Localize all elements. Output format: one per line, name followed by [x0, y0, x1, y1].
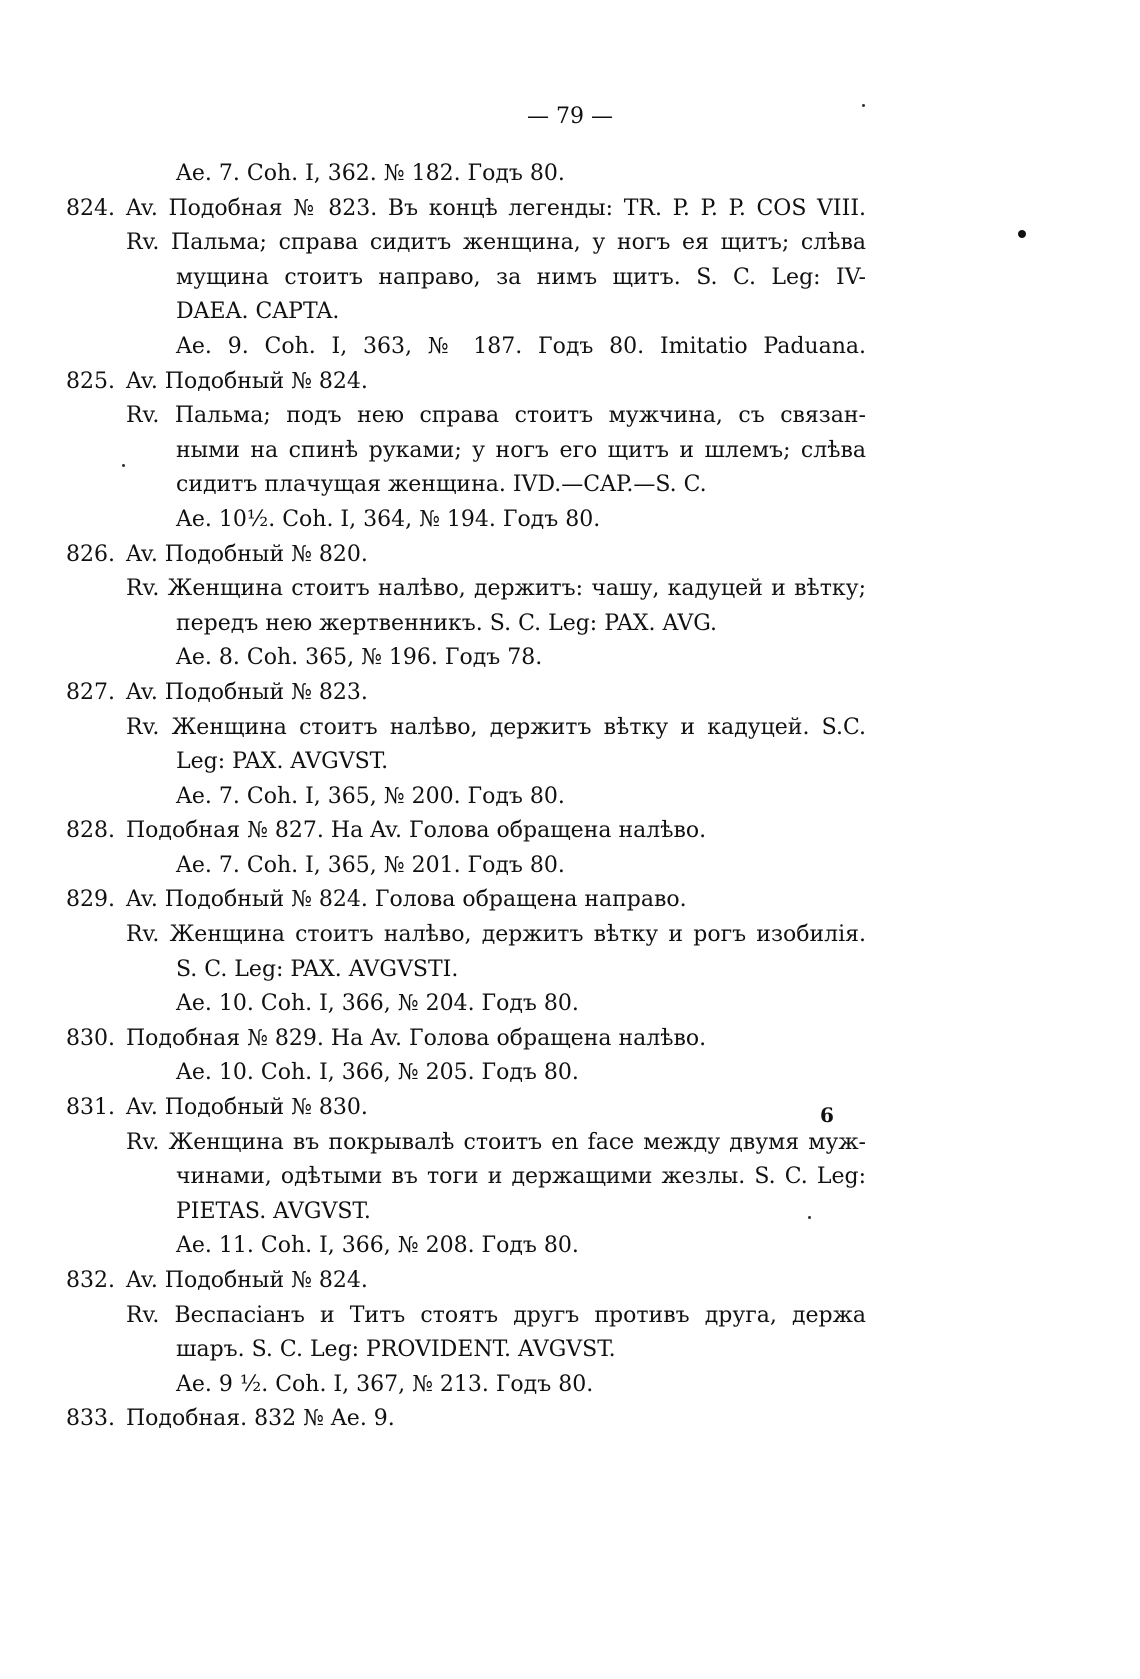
entry-text: мущина стоитъ направо, за нимъ щитъ. S. C. Leg: IV-: [176, 264, 866, 290]
entry-line: [66, 399, 866, 434]
entry-text: Av. Подобная № 823. Въ концѣ легенды: TR. P. P. P. COS VIII.: [126, 195, 866, 221]
entry-number: 827.: [66, 679, 115, 705]
entry-line: [66, 468, 866, 503]
entry-line-numbered: [66, 676, 866, 711]
entry-line: [66, 607, 866, 642]
entry-line-numbered: [66, 538, 866, 573]
entry-line: [66, 572, 866, 607]
entry-line-numbered: [66, 365, 866, 400]
entry-line: [66, 711, 866, 746]
entry-number: 826.: [66, 541, 115, 567]
entry-number: 824.: [66, 195, 115, 221]
entry-number: 825.: [66, 368, 115, 394]
entry-line: [66, 849, 866, 884]
entry-line-numbered: [66, 1264, 866, 1299]
entry-line: [66, 918, 866, 953]
entry-line: [66, 780, 866, 815]
entry-text: передъ нею жертвенникъ. S. C. Leg: PAX. AVG.: [176, 610, 717, 636]
entry-line: [66, 226, 866, 261]
entry-line-numbered: [66, 1402, 866, 1437]
entry-number: 828.: [66, 818, 115, 844]
entry-text: Rv. Женщина стоитъ налѣво, держитъ: чашу, кадуцей и вѣтку;: [126, 576, 866, 602]
entry-text: Ae. 7. Coh. I, 365, № 200. Годъ 80.: [176, 783, 565, 809]
entry-line-numbered: [66, 1091, 866, 1126]
entry-text: ными на спинѣ руками; у ногъ его щитъ и шлемъ; слѣва: [176, 437, 866, 463]
entry-text: Rv. Женщина въ покрывалѣ стоитъ en face между двумя муж-: [126, 1129, 866, 1155]
entry-text: PIETAS. AVGVST.: [176, 1198, 371, 1224]
entry-line-numbered: [66, 814, 866, 849]
catalog-entries: [66, 157, 866, 1437]
entry-text: Rv. Веспасіанъ и Титъ стоятъ другъ противъ друга, держа: [126, 1302, 866, 1328]
entry-line-numbered: [66, 192, 866, 227]
scan-speck: [122, 464, 125, 467]
entry-line: [66, 1299, 866, 1334]
entry-text: Rv. Пальма; справа сидитъ женщина, у ногъ ея щитъ; слѣва: [126, 230, 866, 256]
entry-text: шаръ. S. C. Leg: PROVIDENT. AVGVST.: [176, 1337, 616, 1363]
entry-text: Av. Подобный № 824.: [126, 1268, 368, 1293]
entry-text: Ae. 11. Coh. I, 366, № 208. Годъ 80.: [176, 1233, 579, 1259]
entry-line: [66, 261, 866, 296]
entry-text: Ae. 9. Coh. I, 363, № 187. Годъ 80. Imitatio Paduana.: [176, 333, 866, 359]
entry-text: Av. Подобный № 820.: [126, 541, 368, 567]
entry-text: DAEA. CAPTA.: [176, 299, 340, 325]
entry-line: [66, 1126, 866, 1161]
entry-line: [66, 1229, 866, 1264]
entry-text: Av. Подобный № 824. Голова обращена направо.: [126, 887, 687, 913]
entry-text: сидитъ плачущая женщина. IVD.—CAP.—S. C.: [176, 472, 707, 498]
entry-line: [66, 1160, 866, 1195]
entry-line: [66, 295, 866, 330]
entry-text: Ae. 10½. Coh. I, 364, № 194. Годъ 80.: [176, 506, 601, 532]
entry-text: Ae. 7. Coh. I, 362. № 182. Годъ 80.: [176, 161, 565, 186]
entry-line: [66, 503, 866, 538]
entry-text: Av. Подобный № 824.: [126, 368, 368, 394]
entry-text: Rv. Женщина стоитъ налѣво, держитъ вѣтку и рогъ изобилія.: [126, 922, 866, 948]
entry-text: Подобная № 827. На Av. Голова обращена налѣво.: [126, 818, 707, 844]
entry-line: [66, 157, 866, 192]
entry-number: 830.: [66, 1025, 115, 1051]
page-number: — 79 —: [527, 104, 613, 129]
entry-text: Rv. Пальма; подъ нею справа стоитъ мужчина, съ связан-: [126, 403, 866, 429]
entry-line-numbered: [66, 883, 866, 918]
entry-line: [66, 1195, 866, 1230]
signature-mark: 6: [820, 1103, 834, 1127]
entry-number: 832.: [66, 1268, 115, 1293]
entry-line: [66, 330, 866, 365]
entry-line: [66, 987, 866, 1022]
entry-text: Rv. Женщина стоитъ налѣво, держитъ вѣтку и кадуцей. S.C.: [126, 714, 866, 740]
scan-speck: [862, 104, 865, 107]
entry-line: [66, 1333, 866, 1368]
entry-text: Ae. 8. Coh. 365, № 196. Годъ 78.: [176, 645, 543, 671]
entry-text: Av. Подобный № 823.: [126, 679, 368, 705]
entry-number: 833.: [66, 1406, 115, 1432]
entry-text: чинами, одѣтыми въ тоги и держащими жезлы. S. C. Leg:: [176, 1164, 866, 1190]
entry-line: [66, 1368, 866, 1403]
entry-line-numbered: [66, 1022, 866, 1057]
entry-text: Leg: PAX. AVGVST.: [176, 749, 389, 775]
entry-text: Ae. 7. Coh. I, 365, № 201. Годъ 80.: [176, 852, 565, 878]
entry-line: [66, 1056, 866, 1091]
entry-text: Подобная № 829. На Av. Голова обращена налѣво.: [126, 1025, 707, 1051]
margin-dot: [1018, 230, 1026, 238]
entry-number: 831.: [66, 1095, 115, 1121]
entry-line: [66, 434, 866, 469]
entry-line: [66, 953, 866, 988]
entry-text: Подобная. 832 № Ae. 9.: [126, 1406, 395, 1432]
entry-text: Ae. 10. Coh. I, 366, № 204. Годъ 80.: [176, 991, 579, 1017]
entry-text: S. C. Leg: PAX. AVGVSTI.: [176, 956, 459, 982]
entry-number: 829.: [66, 887, 115, 913]
scan-speck: [808, 1216, 811, 1219]
entry-text: Av. Подобный № 830.: [126, 1095, 368, 1121]
entry-line: [66, 641, 866, 676]
entry-line: [66, 745, 866, 780]
entry-text: Ae. 10. Coh. I, 366, № 205. Годъ 80.: [176, 1060, 579, 1086]
entry-text: Ae. 9 ½. Coh. I, 367, № 213. Годъ 80.: [176, 1371, 594, 1397]
